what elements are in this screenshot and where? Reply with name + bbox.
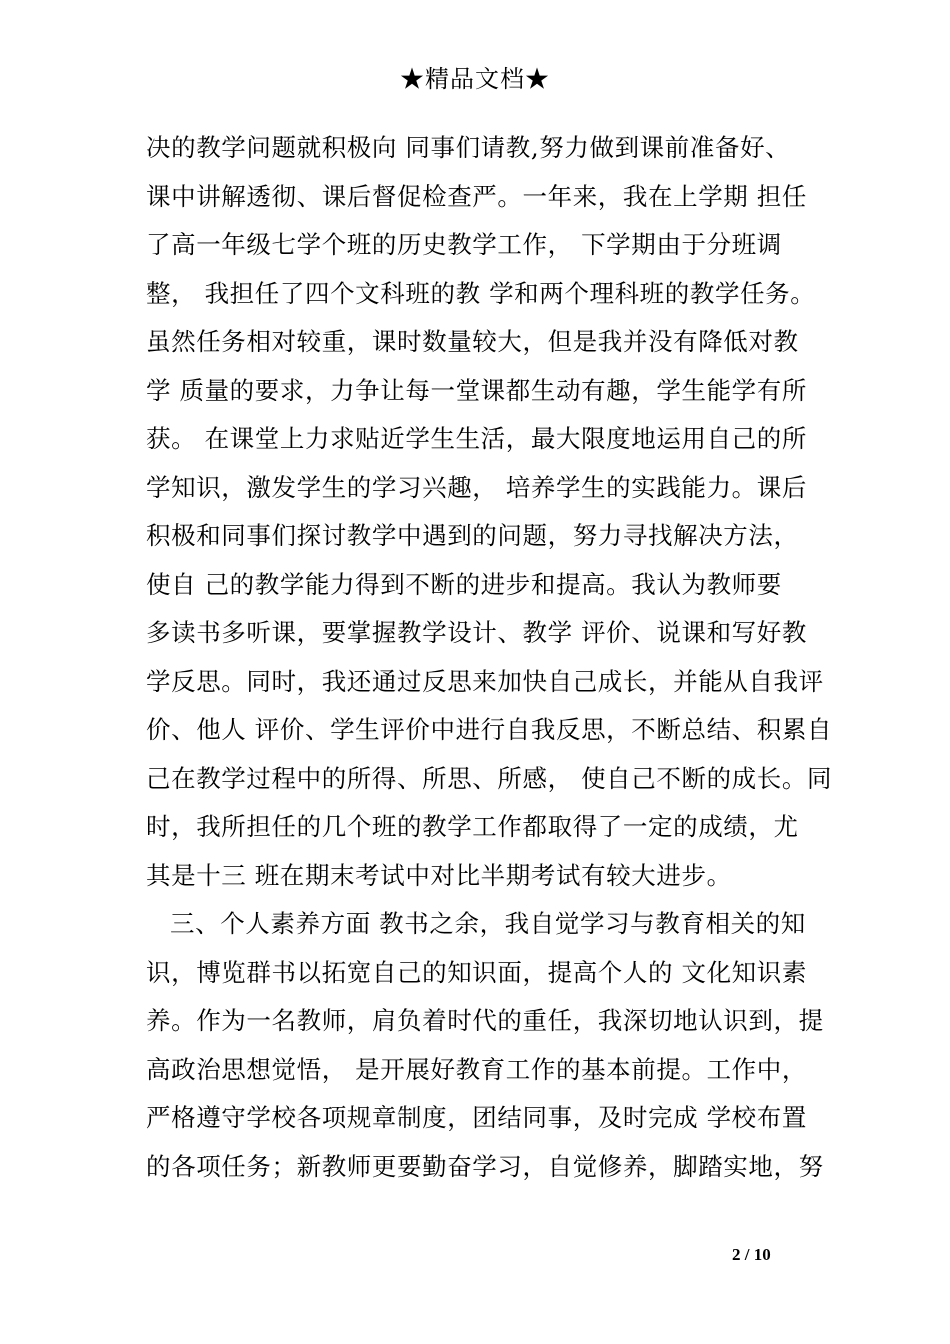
text-line: 养。作为一名教师，肩负着时代的重任，我深切地认识到，提 [146, 1006, 824, 1035]
text-line: 的各项任务；新教师更要勤奋学习，自觉修养，脚踏实地，努 [146, 1151, 824, 1181]
text-line: 获。 在课堂上力求贴近学生生活，最大限度地运用自己的所 [146, 424, 807, 453]
document-header-title: ★精品文档★ [400, 65, 550, 93]
text-line: 己在教学过程中的所得、所思、所感， 使自己不断的成长。同 [146, 763, 833, 793]
text-line: 价、他人 评价、学生评价中进行自我反思，不断总结、积累自 [146, 715, 833, 744]
text-line: 识，博览群书以拓宽自己的知识面，提高个人的 文化知识素 [146, 957, 807, 987]
text-line: 了高一年级七学个班的历史教学工作， 下学期由于分班调 [146, 230, 782, 259]
text-line: 严格遵守学校各项规章制度，团结同事，及时完成 学校布置 [146, 1103, 807, 1132]
text-line: 积极和同事们探讨教学中遇到的问题，努力寻找解决方法， [146, 521, 799, 550]
text-line: 高政治思想觉悟， 是开展好教育工作的基本前提。工作中， [146, 1054, 807, 1084]
text-line: 使自 己的教学能力得到不断的进步和提高。我认为教师要 [146, 569, 782, 599]
text-line: 学反思。同时，我还通过反思来加快自己成长，并能从自我评 [146, 666, 824, 696]
text-line: 决的教学问题就积极向 同事们请教,努力做到课前准备好、 [146, 133, 791, 162]
text-line: 课中讲解透彻、课后督促检查严。一年来，我在上学期 担任 [146, 181, 807, 211]
text-line: 学知识，激发学生的学习兴趣， 培养学生的实践能力。课后 [146, 472, 807, 502]
text-line: 虽然任务相对较重，课时数量较大，但是我并没有降低对教 [146, 327, 799, 356]
page-number: 2 / 10 [732, 1245, 771, 1264]
text-line: 多读书多听课，要掌握教学设计、教学 评价、说课和写好教 [146, 618, 807, 647]
document-body [146, 124, 833, 1191]
text-line: 其是十三 班在期末考试中对比半期考试有较大进步。 [146, 860, 732, 890]
text-line: 学 质量的要求，力争让每一堂课都生动有趣，学生能学有所 [146, 375, 807, 405]
text-line: 时，我所担任的几个班的教学工作都取得了一定的成绩，尤 [146, 812, 799, 841]
section-heading-line: 三、个人素养方面 教书之余，我自觉学习与教育相关的知 [170, 909, 806, 938]
text-line: 整， 我担任了四个文科班的教 学和两个理科班的教学任务。 [146, 278, 816, 308]
